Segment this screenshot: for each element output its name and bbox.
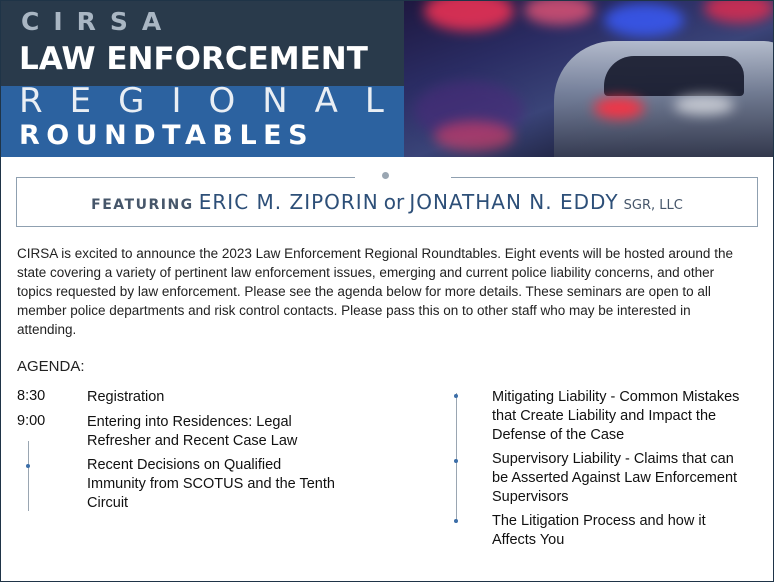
timeline-dot xyxy=(454,459,458,463)
title-roundtables: ROUNDTABLES xyxy=(19,120,315,151)
agenda-item-residences xyxy=(87,413,327,451)
agenda-time-1: 8:30 xyxy=(17,388,46,404)
agenda-item-title: Entering into Residences: Legal Refresher and Recent Case Law xyxy=(87,414,298,449)
agenda-item-title: Mitigating Liability xyxy=(492,389,607,405)
title-law-enforcement: LAW ENFORCEMENT xyxy=(19,41,368,77)
agenda-item-title: The Litigation Process and how it Affects You xyxy=(492,513,706,548)
header-banner xyxy=(1,1,773,157)
agenda-item-qualified-immunity xyxy=(87,456,342,513)
title-regional: REGIONAL xyxy=(19,81,411,121)
agenda-item-detail: - Claims that can be Asserted Against Law Enforcement Supervisors xyxy=(492,451,738,505)
agenda-item-litigation-process xyxy=(492,512,742,550)
agenda-item-registration xyxy=(87,388,337,407)
speaker-conjunction: or xyxy=(383,190,405,214)
agenda-item-title: Registration xyxy=(87,389,165,405)
agenda-item-title: Recent Decisions on Qualified Immunity from SCOTUS and the Tenth Circuit xyxy=(87,457,335,511)
police-car-photo xyxy=(404,1,773,157)
intro-paragraph: CIRSA is excited to announce the 2023 Law Enforcement Regional Roundtables. Eight events will be hosted around the state covering a variety of pertinent law enforcement issues, emerging and current police liability concerns, and other topics requested by law enforcement. Please see the agenda below for more details. These seminars are open to all member police departments and risk control contacts. Please pass this on to other staff who may be interested in attending. xyxy=(17,246,733,337)
timeline-dot xyxy=(454,519,458,523)
agenda-time-2: 9:00 xyxy=(17,413,46,429)
agenda-item-supervisory-liability xyxy=(492,450,742,507)
agenda-item-mitigating-liability xyxy=(492,388,742,445)
timeline-dot xyxy=(26,464,30,468)
timeline-line-right xyxy=(456,393,457,523)
agenda-item-detail: - Common Mistakes that Create Liability and Impact the Defense of the Case xyxy=(492,389,740,443)
agenda-title: AGENDA: xyxy=(17,358,85,375)
featuring-banner xyxy=(16,177,758,227)
org-name: CIRSA xyxy=(21,7,176,36)
speaker-2: JONATHAN N. EDDY xyxy=(409,190,619,214)
timeline-line-left xyxy=(28,441,29,511)
featuring-label: FEATURING xyxy=(91,197,194,213)
agenda-item-title: Supervisory Liability xyxy=(492,451,621,467)
speaker-1: ERIC M. ZIPORIN xyxy=(198,190,379,214)
featuring-ornament-dot xyxy=(382,172,389,179)
timeline-dot xyxy=(454,394,458,398)
speaker-firm: SGR, LLC xyxy=(623,198,683,213)
